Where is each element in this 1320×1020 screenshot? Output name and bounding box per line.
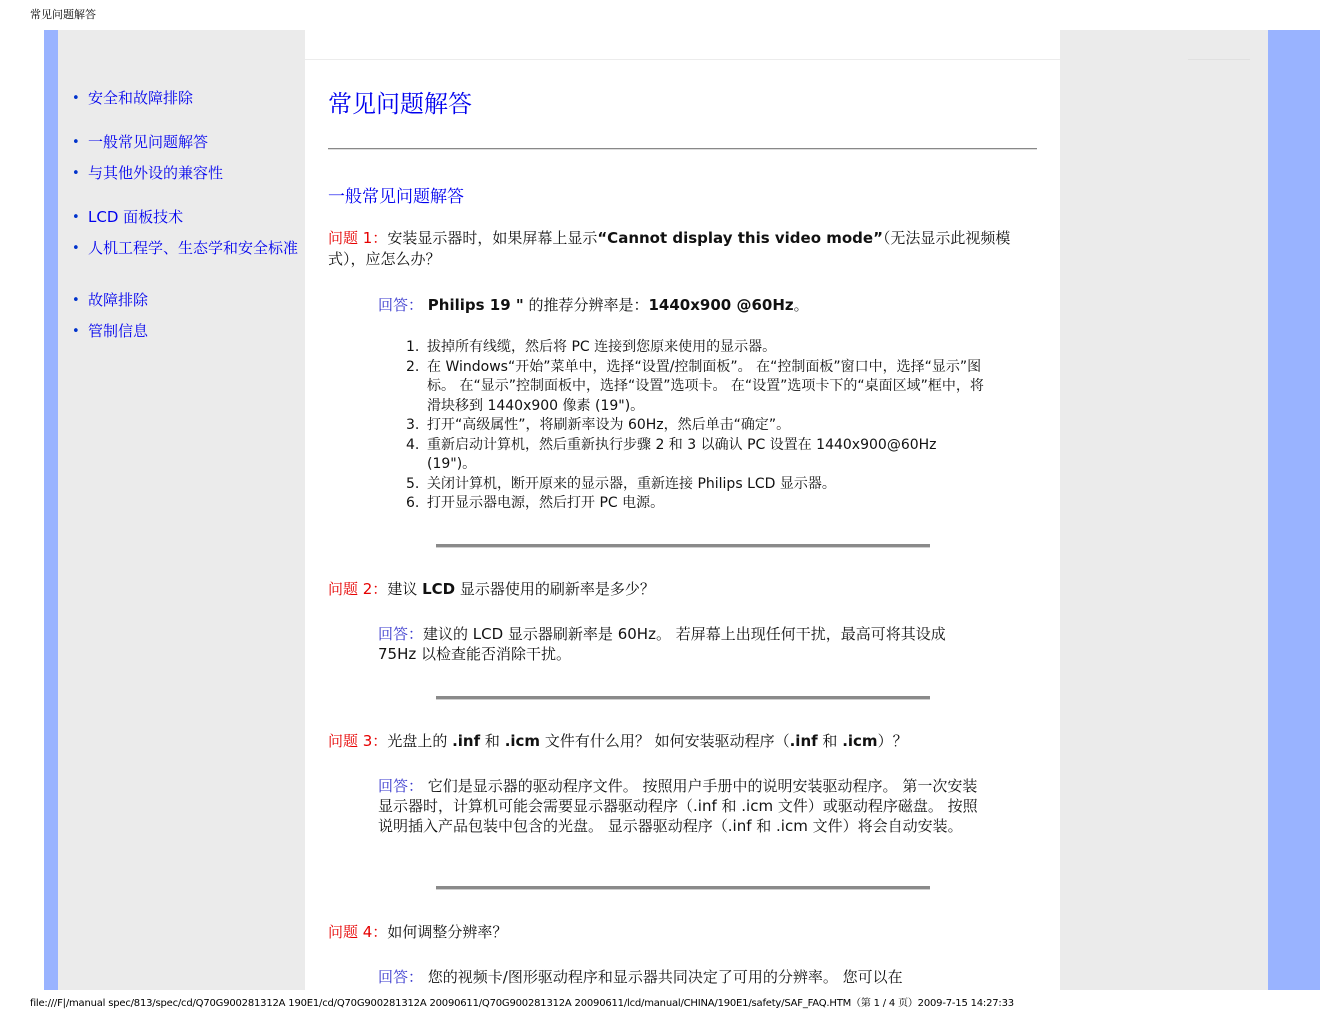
- question-1-text-bold: “Cannot display this video mode”: [597, 229, 883, 247]
- question-3-b1: .inf: [452, 732, 481, 750]
- answer-1-resolution: 1440x900 @60Hz: [648, 296, 794, 314]
- question-3: [328, 731, 1028, 752]
- step-number: 2.: [406, 358, 420, 375]
- bullet-icon: •: [72, 135, 80, 150]
- sidebar-link-troubleshooting[interactable]: 故障排除: [88, 291, 149, 309]
- step-text: 重新启动计算机，然后重新执行步骤 2 和 3 以确认 PC 设置在 1440x900@60Hz (19")。: [427, 436, 937, 472]
- step-text: 打开显示器电源，然后打开 PC 电源。: [427, 495, 665, 511]
- question-3-t5: ）？: [877, 732, 908, 750]
- section-separator: [436, 544, 930, 548]
- answer-2-label: 回答：: [378, 625, 424, 643]
- question-3-t3: 文件有什么用？ 如何安装驱动程序（: [540, 732, 790, 750]
- question-1-text-pre: 安装显示器时，如果屏幕上显示: [387, 229, 598, 247]
- step-item: [406, 436, 986, 475]
- answer-4: [378, 967, 988, 987]
- answer-3-label: 回答：: [378, 777, 424, 795]
- answer-1-end: 。: [793, 296, 809, 314]
- question-3-t4: 和: [817, 732, 843, 750]
- bullet-icon: •: [72, 210, 80, 225]
- question-4-label: 问题 4：: [328, 923, 388, 941]
- section-title: 一般常见问题解答: [328, 187, 464, 207]
- question-4-text: 如何调整分辨率？: [387, 923, 508, 941]
- browser-page-footer: file:///F|/manual spec/813/spec/cd/Q70G900281312A 190E1/cd/Q70G900281312A 20090611/Q70G900281312A 20090611/lcd/manual/CHINA/190E1/safety/SAF_FAQ.HTM（第 1 / 4 页）2009-7-15 14:27:33: [30, 998, 1014, 1009]
- answer-3: [378, 776, 988, 836]
- bullet-icon: •: [72, 324, 80, 339]
- question-4: [328, 922, 1028, 943]
- step-item: [406, 358, 986, 417]
- right-margin-divider: [1188, 59, 1250, 60]
- page-title: 常见问题解答: [328, 90, 472, 118]
- answer-1-label: 回答：: [378, 296, 424, 314]
- step-number: 5.: [406, 475, 420, 492]
- answer-1-steps: [406, 338, 986, 514]
- section-separator: [436, 696, 930, 700]
- step-text: 在 Windows“开始”菜单中，选择“设置/控制面板”。 在“控制面板”窗口中，选择“显示”图标。 在“显示”控制面板中，选择“设置”选项卡。 在“设置”选项卡下的“桌面区域”框中，将滑块移到 1440x900 像素 (19")。: [427, 358, 984, 414]
- bullet-icon: •: [72, 293, 80, 308]
- question-1-label: 问题 1：: [328, 229, 388, 247]
- sidebar-link-regulatory[interactable]: 管制信息: [88, 322, 149, 340]
- bullet-icon: •: [72, 166, 80, 181]
- step-number: 1.: [406, 339, 420, 355]
- question-3-t1: 光盘上的: [387, 732, 453, 750]
- sidebar-link-general-faq[interactable]: 一般常见问题解答: [88, 133, 209, 151]
- sidebar-link-lcd-tech[interactable]: LCD 面板技术: [88, 208, 184, 226]
- step-item: [406, 494, 986, 514]
- question-2: [328, 579, 1028, 600]
- answer-4-text: 您的视频卡/图形驱动程序和显示器共同决定了可用的分辨率。 您可以在: [423, 968, 903, 986]
- sidebar-link-ergonomics[interactable]: 人机工程学、生态学和安全标准: [88, 239, 299, 257]
- question-3-b2: .icm: [504, 732, 541, 750]
- answer-4-label: 回答：: [378, 968, 424, 986]
- sidebar-link-safety[interactable]: 安全和故障排除: [88, 89, 194, 107]
- bullet-icon: •: [72, 241, 80, 256]
- main-top-divider: [305, 59, 1060, 60]
- right-accent-bar: [1268, 30, 1320, 990]
- right-margin-panel: [1060, 30, 1268, 990]
- answer-2: [378, 624, 988, 664]
- answer-2-text: 建议的 LCD 显示器刷新率是 60Hz。 若屏幕上出现任何干扰，最高可将其设成 75Hz 以检查能否消除干扰。: [378, 625, 946, 663]
- step-item: [406, 416, 986, 436]
- question-3-t2: 和: [480, 732, 505, 750]
- left-accent-bar: [44, 30, 58, 990]
- section-separator: [436, 886, 930, 890]
- answer-1: [378, 295, 988, 315]
- question-3-b3: .inf: [789, 732, 818, 750]
- question-1: [328, 228, 1028, 270]
- step-item: [406, 475, 986, 495]
- answer-3-text: 它们是显示器的驱动程序文件。 按照用户手册中的说明安装驱动程序。 第一次安装显示器时，计算机可能会需要显示器驱动程序（.inf 和 .icm 文件）或驱动程序磁盘。 按照说明插入产品包装中包含的光盘。 显示器驱动程序（.inf 和 .icm 文件）将会自动安装。: [378, 777, 978, 835]
- step-number: 3.: [406, 417, 420, 433]
- question-2-label: 问题 2：: [328, 580, 388, 598]
- browser-page-header: 常见问题解答: [30, 8, 96, 21]
- step-text: 打开“高级属性”，将刷新率设为 60Hz，然后单击“确定”。: [427, 417, 791, 433]
- answer-1-mid: 的推荐分辨率是：: [523, 296, 649, 314]
- question-2-text-bold: LCD: [422, 580, 456, 598]
- step-text: 关闭计算机，断开原来的显示器，重新连接 Philips LCD 显示器。: [427, 475, 836, 492]
- answer-1-model: Philips 19 ": [427, 296, 524, 314]
- question-3-label: 问题 3：: [328, 732, 388, 750]
- question-2-text-pre: 建议: [387, 580, 423, 598]
- question-1-text-post: （无法显示此视频模式），应怎么办？: [328, 229, 1011, 268]
- sidebar-link-compatibility[interactable]: 与其他外设的兼容性: [88, 164, 224, 182]
- step-number: 6.: [406, 495, 420, 511]
- question-3-b4: .icm: [842, 732, 878, 750]
- step-item: [406, 338, 986, 358]
- question-2-text-post: 显示器使用的刷新率是多少？: [455, 580, 655, 598]
- title-divider: [328, 148, 1037, 150]
- step-number: 4.: [406, 436, 420, 453]
- bullet-icon: •: [72, 91, 80, 106]
- step-text: 拔掉所有线缆，然后将 PC 连接到您原来使用的显示器。: [427, 339, 777, 355]
